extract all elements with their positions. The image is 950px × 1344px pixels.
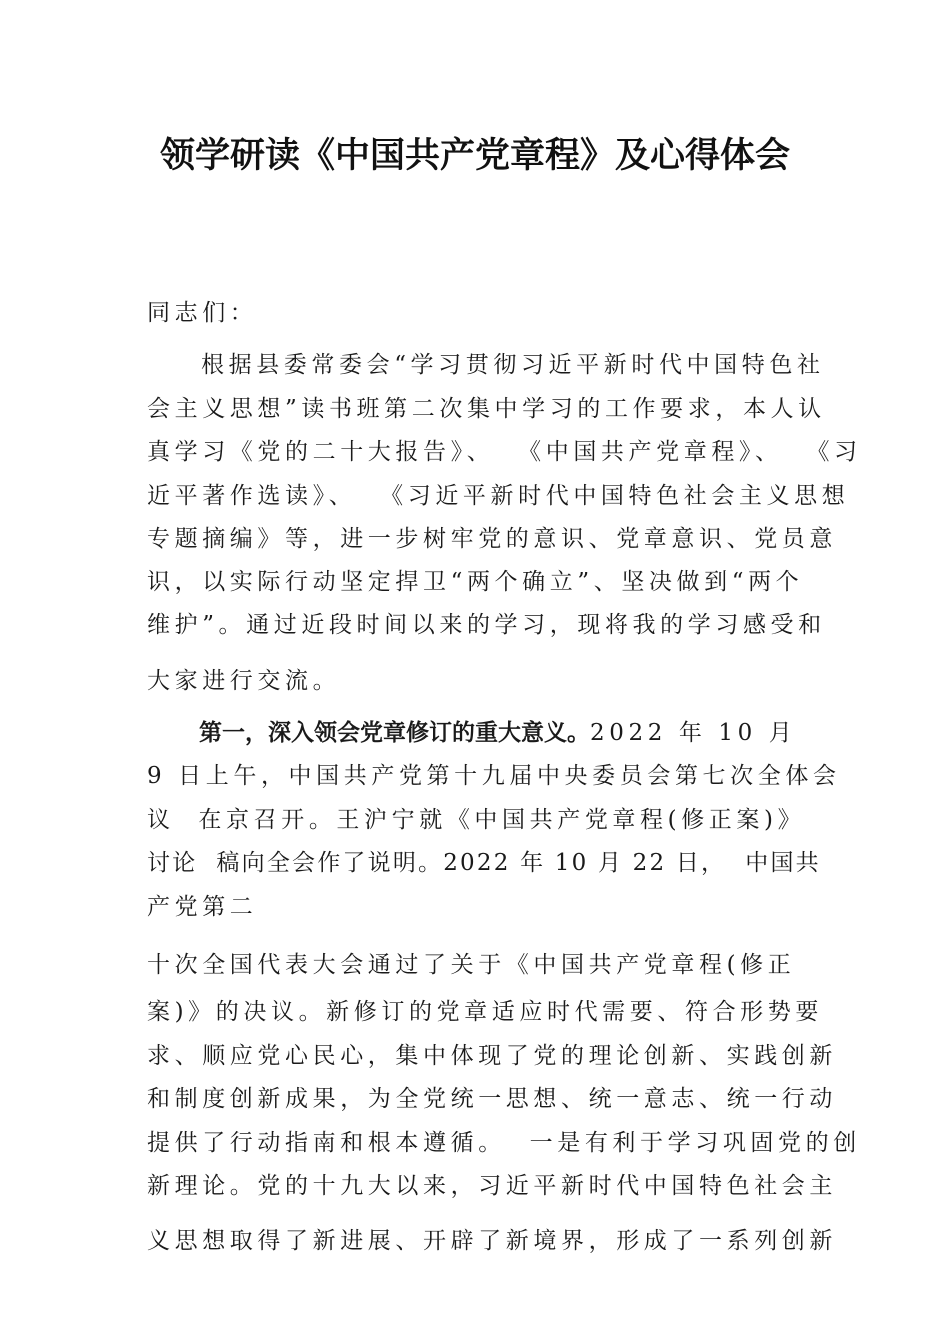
- paragraph-line: 议 在京召开。王沪宁就《中国共产党章程(修正案)》: [147, 807, 806, 833]
- paragraph-line: 真学习《党的二十大报告》、 《中国共产党章程》、 《习: [147, 439, 862, 465]
- section-heading: 第一，深入领会党章修订的重大意义。: [199, 720, 590, 746]
- paragraph-line: 维护”。通过近段时间以来的学习，现将我的学习感受和: [147, 612, 826, 638]
- paragraph-line: 识，以实际行动坚定捍卫“两个确立”、坚决做到“两个: [147, 569, 804, 595]
- paragraph-line: 和制度创新成果，为全党统一思想、统一意志、统一行动: [147, 1086, 837, 1112]
- greeting: 同志们：: [147, 300, 258, 326]
- paragraph-line: 会主义思想”读书班第二次集中学习的工作要求，本人认: [147, 396, 826, 422]
- paragraph-line: 义思想取得了新进展、开辟了新境界，形成了一系列创新: [147, 1228, 837, 1254]
- paragraph-line: 新理论。党的十九大以来，习近平新时代中国特色社会主: [147, 1173, 837, 1199]
- paragraph-line: 讨论 稿向全会作了说明。2022 年 10 月 22 日， 中国共: [147, 850, 821, 876]
- paragraph-line: 根据县委常委会“学习贯彻习近平新时代中国特色社: [201, 352, 825, 378]
- paragraph-line: 9 日上午，中国共产党第十九届中央委员会第七次全体会: [147, 763, 841, 789]
- paragraph-line: 近平著作选读》、 《习近平新时代中国特色社会主义思想: [147, 483, 850, 509]
- paragraph-line: 提供了行动指南和根本遵循。 一是有利于学习巩固党的创: [147, 1130, 861, 1156]
- paragraph-line: 大家进行交流。: [147, 668, 341, 694]
- paragraph-line: 产党第二: [147, 894, 258, 920]
- paragraph-line: 案)》的决议。新修订的党章适应时代需要、符合形势要: [147, 999, 823, 1025]
- paragraph-heading-line: [199, 718, 796, 748]
- heading-line-tail: 2022 年 10 月: [590, 720, 797, 746]
- paragraph-line: 十次全国代表大会通过了关于《中国共产党章程(修正: [147, 952, 796, 978]
- paragraph-line: 求、顺应党心民心，集中体现了党的理论创新、实践创新: [147, 1043, 837, 1069]
- document-title: 领学研读《中国共产党章程》及心得体会: [159, 136, 790, 176]
- paragraph-line: 专题摘编》等，进一步树牢党的意识、党章意识、党员意: [147, 526, 837, 552]
